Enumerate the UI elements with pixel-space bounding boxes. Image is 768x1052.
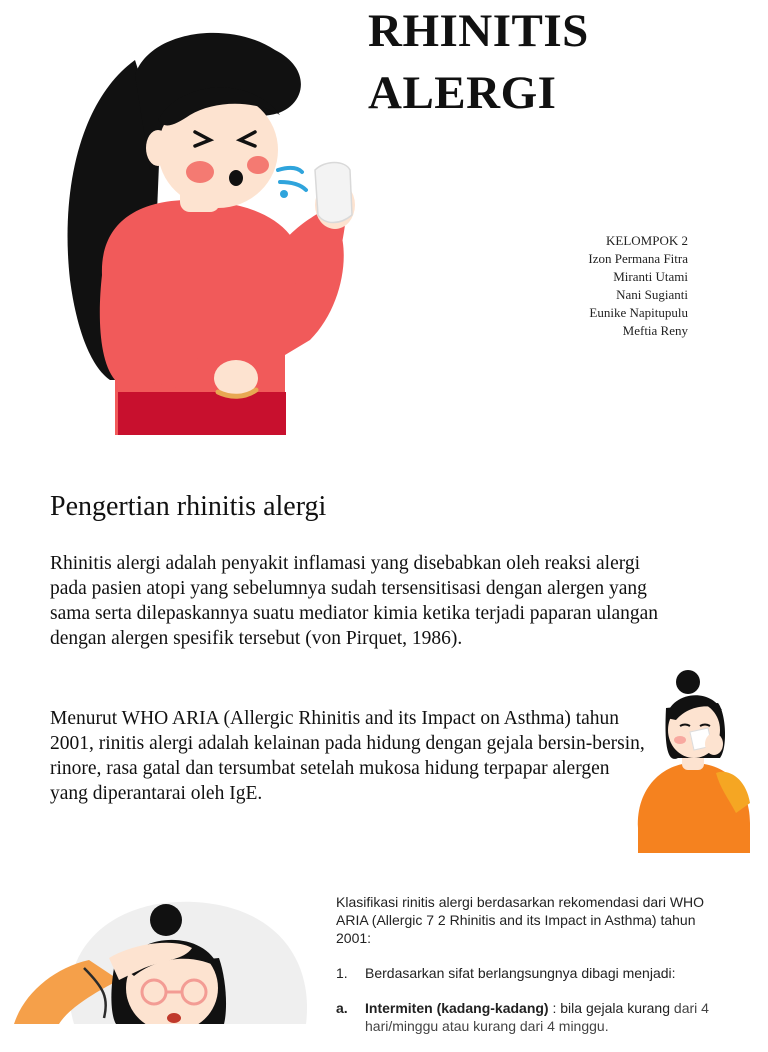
list-marker: a.: [336, 1000, 348, 1016]
group-label: KELOMPOK 2: [606, 233, 688, 248]
intermittent-description-continued: dari 4 hari/minggu atau kurang dari 4 minggu.: [365, 1000, 709, 1034]
who-aria-paragraph: Menurut WHO ARIA (Allergic Rhinitis and its Impact on Asthma) tahun 2001, rinitis alergi adalah kelainan pada hidung dengan gejala bersin-bersin, rinore, rasa gatal dan tersumbat setelah mukosa hidung terpapar alergen yang diperantarai oleh IgE.: [50, 708, 645, 804]
classification-item-text: Berdasarkan sifat berlangsungnya dibagi menjadi:: [365, 965, 676, 981]
woman-holding-nose-illustration: [628, 668, 758, 858]
group-members-list: [588, 232, 688, 340]
group-member: Izon Permana Fitra: [588, 251, 688, 266]
classification-item-1: [336, 964, 716, 982]
definition-paragraph: Rhinitis alergi adalah penyakit inflamasi yang disebabkan oleh reaksi alergi pada pasien atopi yang sebelumnya sudah tersensitisasi dengan alergen yang sama serta dilepaskannya suatu mediator kimia ketika terjadi paparan ulangan dengan alergen spesifik tersebut (von Pirquet, 1986).: [50, 553, 659, 649]
woman-with-headache-illustration: [14, 898, 314, 1024]
group-member: Nani Sugianti: [616, 287, 688, 302]
classification-section: [336, 893, 716, 1052]
intermittent-description: : bila gejala kurang: [548, 1000, 671, 1016]
intermittent-term: Intermiten (kadang-kadang): [365, 1000, 549, 1016]
classification-intro: Klasifikasi rinitis alergi berdasarkan rekomendasi dari WHO ARIA (Allergic 7 2 Rhinitis and its Impact in Asthma) tahun 2001:: [336, 894, 705, 946]
group-member: Eunike Napitupulu: [589, 305, 688, 320]
group-member: Miranti Utami: [613, 269, 688, 284]
list-marker: 1.: [336, 965, 348, 981]
title-line-2: ALERGI: [368, 67, 557, 119]
classification-item-a: [336, 999, 716, 1035]
woman-sneezing-illustration: [40, 20, 370, 435]
title-line-1: RHINITIS: [368, 5, 589, 57]
definition-heading: Pengertian rhinitis alergi: [50, 491, 327, 522]
group-member: Meftia Reny: [622, 323, 688, 338]
document-title: [368, 0, 589, 124]
